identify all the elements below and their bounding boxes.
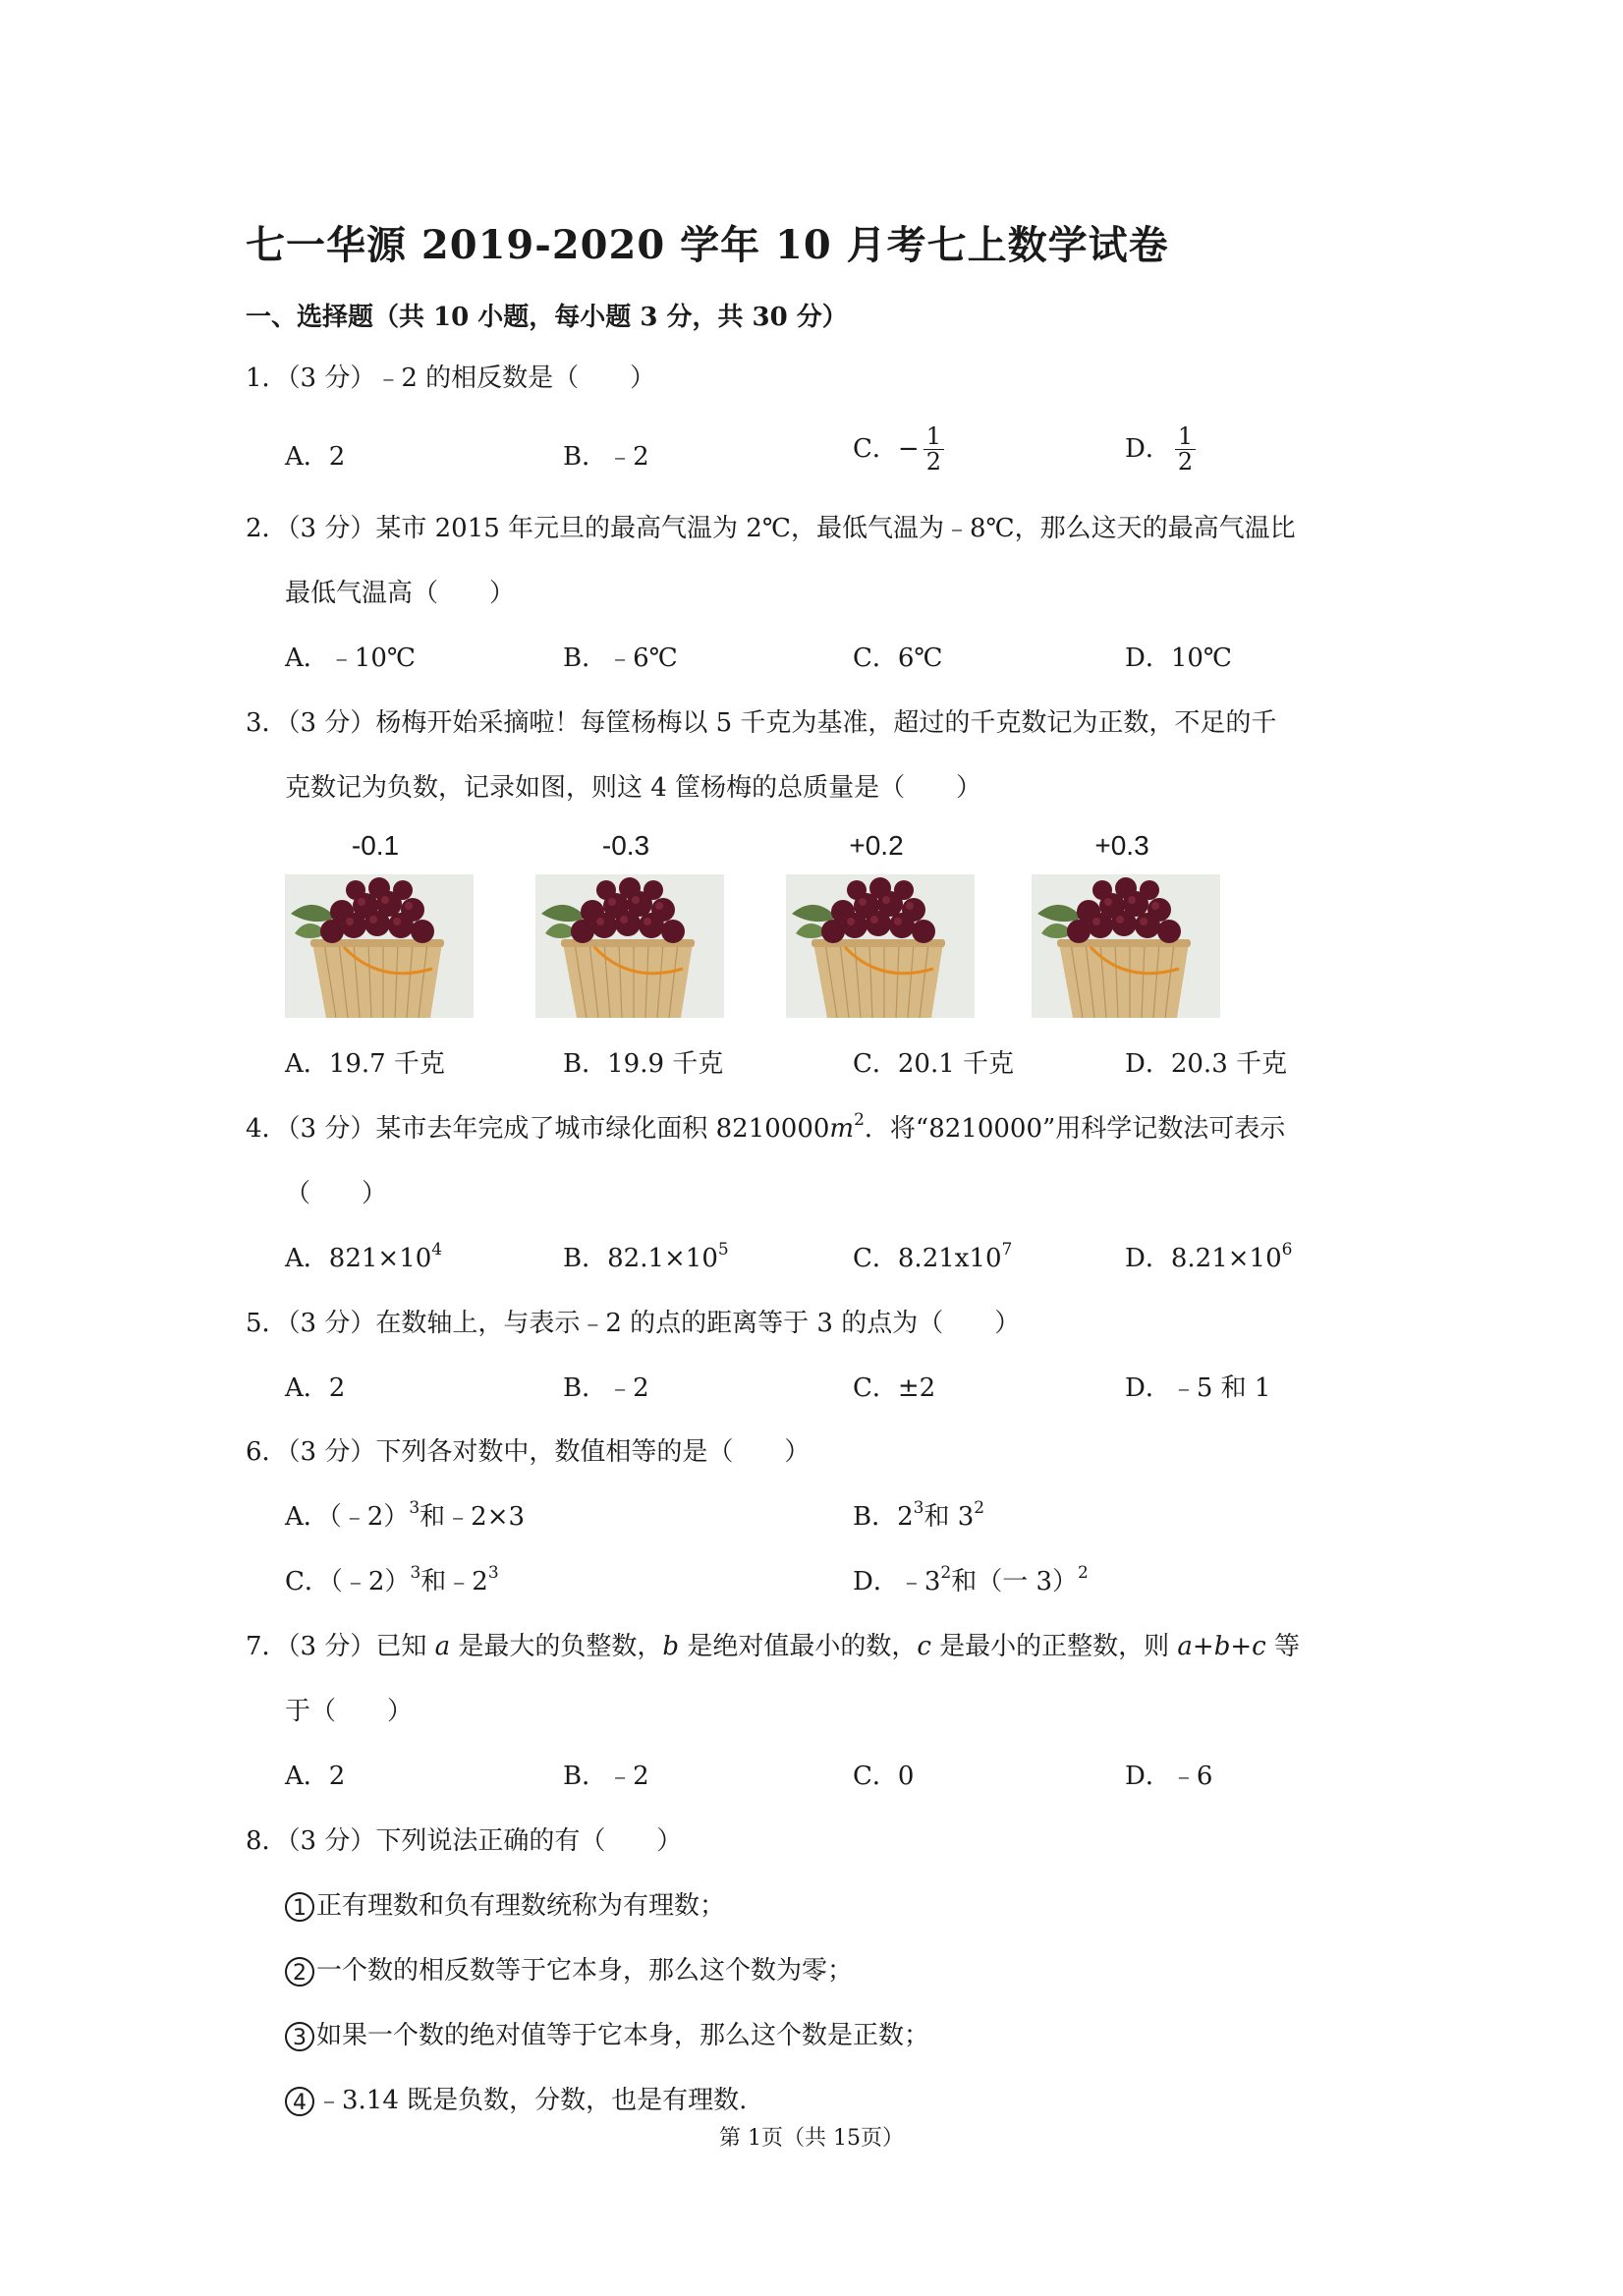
question-3-option-c: C．20.1 千克: [853, 1049, 1015, 1079]
question-4-option-a: A．$821\times 10^4$: [285, 1240, 443, 1273]
section-heading: 一、选择题（共 10 小题，每小题 3 分，共 30 分）: [246, 303, 848, 332]
circled-number: 4: [285, 2087, 314, 2116]
question-4-option-b: B．$82.1\times 10^5$: [563, 1240, 729, 1273]
question-3-stem-line-1: 3．（3 分）杨梅开始采摘啦！每筐杨梅以 5 千克为基准，超过的千克数记为正数，不足的千: [246, 708, 1277, 738]
question-2-stem-line-1: 2．（3 分）某市 2015 年元旦的最高气温为 2℃，最低气温为﹣8℃，那么这天的最高气温比: [246, 514, 1296, 543]
question-2-option-c: C．6℃: [853, 644, 943, 673]
question-7-option-a: A．2: [285, 1762, 346, 1791]
fraction: $\frac{1}{2}$: [1175, 424, 1196, 475]
question-8-statement-4: 4 ﹣3.14 既是负数，分数，也是有理数.: [285, 2086, 747, 2116]
question-3-option-d: D．20.3 千克: [1125, 1049, 1288, 1079]
question-1-stem: 1．（3 分）﹣2 的相反数是（ ）: [246, 364, 656, 393]
question-3-stem-line-2: 克数记为负数，记录如图，则这 4 筐杨梅的总质量是（ ）: [285, 773, 982, 803]
page-footer: 第 1页（共 15页）: [719, 2126, 904, 2151]
question-6-option-d: D．$﹣3^2$和（一 3）$^2$: [853, 1563, 1089, 1596]
question-7-option-b: B．﹣2: [563, 1762, 649, 1791]
question-2-option-a: A．﹣10℃: [285, 644, 416, 673]
question-5-option-a: A．2: [285, 1373, 346, 1403]
question-2-option-d: D．10℃: [1125, 644, 1233, 673]
fraction: $\frac{1}{2}$: [923, 424, 944, 475]
question-6-option-b: B．$2^3$和 $3^2$: [853, 1498, 985, 1532]
question-5-option-c: C．±2: [853, 1373, 936, 1403]
question-6-stem: 6．（3 分）下列各对数中，数值相等的是（ ）: [246, 1437, 811, 1467]
question-7-option-c: C．0: [853, 1762, 915, 1791]
question-7-stem-line-2: 于（ ）: [285, 1697, 414, 1726]
question-1-option-d: D． $\frac{1}{2}$: [1125, 424, 1196, 475]
basket-label-3: +0.2: [849, 830, 904, 861]
question-8-stem: 8．（3 分）下列说法正确的有（ ）: [246, 1826, 683, 1856]
basket-label-1: -0.1: [351, 830, 400, 861]
question-6-option-a: A．（﹣2）$^3$和﹣2×3: [285, 1498, 526, 1532]
question-8-statement-3: 3 如果一个数的绝对值等于它本身，那么这个数是正数；: [285, 2021, 929, 2051]
basket-label-2: -0.3: [601, 830, 650, 861]
question-4-stem-line-1: 4．（3 分）某市去年完成了城市绿化面积 $8210000m^2$．将“8210000”用科学记数法可表示: [246, 1110, 1286, 1144]
question-1-option-c: C．− $\frac{1}{2}$: [853, 424, 944, 475]
question-2-option-b: B．﹣6℃: [563, 644, 678, 673]
bayberry-basket-image-4: [1032, 874, 1220, 1018]
circled-number: 1: [285, 1892, 314, 1922]
question-7-option-d: D．﹣6: [1125, 1762, 1213, 1791]
bayberry-basket-image-2: [535, 874, 724, 1018]
question-5-option-d: D．﹣5 和 1: [1125, 1373, 1271, 1403]
question-4-option-d: D．$8.21\times 10^6$: [1125, 1240, 1293, 1273]
question-7-stem-line-1: 7．（3 分）已知 a 是最大的负整数，b 是绝对值最小的数，c 是最小的正整数，则 a+b+c 等: [246, 1632, 1300, 1661]
bayberry-basket-image-1: [285, 874, 474, 1018]
question-4-stem-line-2: （ ）: [285, 1179, 388, 1208]
question-8-statement-1: 1 正有理数和负有理数统称为有理数；: [285, 1891, 725, 1922]
question-2-stem-line-2: 最低气温高（ ）: [285, 579, 516, 608]
page-title: 七一华源 2019-2020 学年 10 月考七上数学试卷: [246, 222, 1169, 268]
circled-number: 3: [285, 2022, 314, 2051]
bayberry-basket-image-3: [786, 874, 975, 1018]
question-5-option-b: B．﹣2: [563, 1373, 649, 1403]
question-1-option-a: A．2: [285, 442, 346, 472]
question-1-option-b: B．﹣2: [563, 442, 649, 472]
question-3-option-b: B．19.9 千克: [563, 1049, 724, 1079]
question-8-statement-2: 2 一个数的相反数等于它本身，那么这个数为零；: [285, 1956, 853, 1987]
question-5-stem: 5．（3 分）在数轴上，与表示﹣2 的点的距离等于 3 的点为（ ）: [246, 1309, 1021, 1338]
basket-label-4: +0.3: [1094, 830, 1149, 861]
question-4-option-c: C．$8.21x10^7$: [853, 1240, 1013, 1273]
question-3-option-a: A．19.7 千克: [285, 1049, 445, 1079]
circled-number: 2: [285, 1957, 314, 1987]
question-6-option-c: C．（﹣2）$^3$和$﹣2^3$: [285, 1563, 499, 1596]
